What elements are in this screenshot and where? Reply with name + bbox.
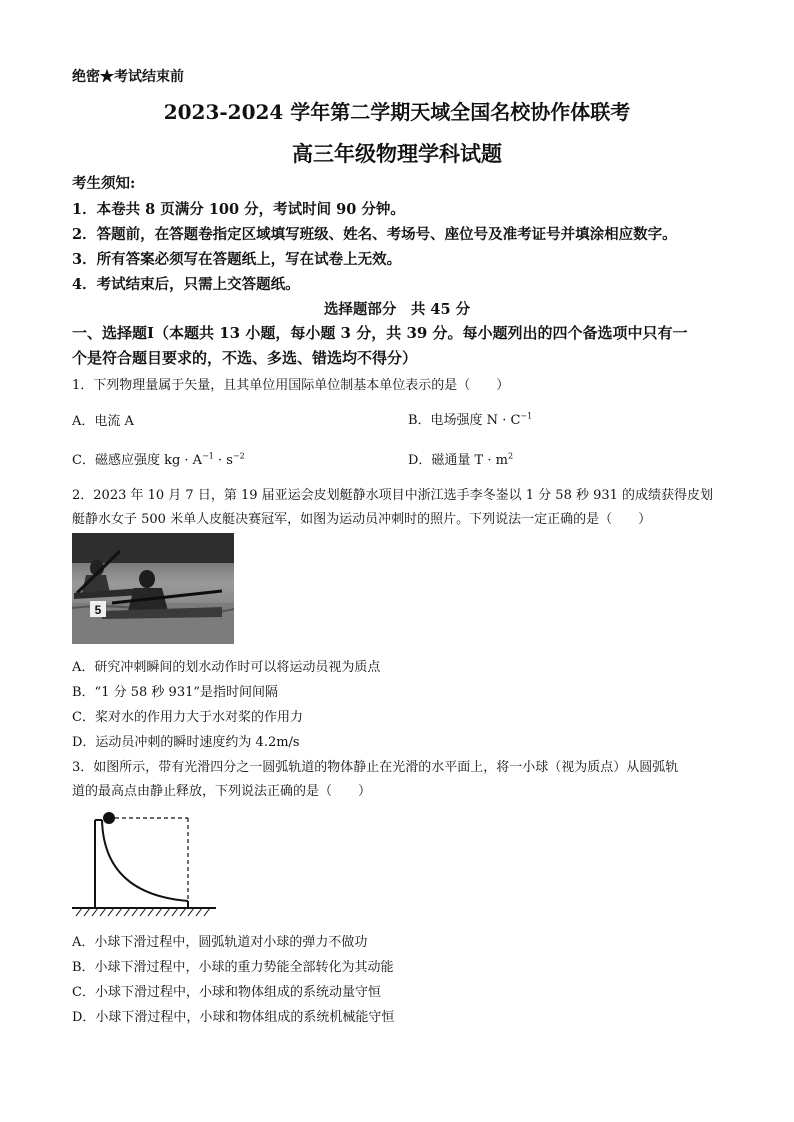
section-title: 选择题部分 共 45 分: [323, 301, 471, 318]
notice-item: 2．答题前，在答题卷指定区域填写班级、姓名、考场号、座位号及准考证号并填涂相应数字。: [72, 226, 677, 243]
notice-item: 4．考试结束后，只需上交答题纸。: [72, 276, 300, 293]
notice-heading: 考生须知:: [72, 175, 136, 192]
q1-option-a: A．电流 A: [72, 414, 134, 429]
q2-option-a: A．研究冲刺瞬间的划水动作时可以将运动员视为质点: [72, 660, 381, 675]
section-heading-line1: 一、选择题Ⅰ（本题共 13 小题，每小题 3 分，共 39 分。每小题列出的四个备选项中只有一: [72, 324, 688, 342]
q3-option-b: B．小球下滑过程中，小球的重力势能全部转化为其动能: [72, 960, 394, 975]
q2-option-d: D．运动员冲刺的瞬时速度约为 4.2m/s: [72, 735, 300, 750]
q2-option-c: C．桨对水的作用力大于水对桨的作用力: [72, 710, 303, 725]
exam-title: 2023-2024 学年第二学期天域全国名校协作体联考: [163, 100, 631, 124]
ball: [103, 812, 115, 824]
notice-item: 3．所有答案必须写在答题纸上，写在试卷上无效。: [72, 251, 402, 268]
boat-number: 5: [94, 603, 102, 617]
q2-option-b: B．“1 分 58 秒 931”是指时间间隔: [72, 685, 279, 700]
q2-stem-line2: 艇静水女子 500 米单人皮艇决赛冠军，如图为运动员冲刺时的照片。下列说法一定正确的是（ ）: [72, 512, 652, 527]
quarter-arc-track-diagram: [70, 808, 220, 918]
q3-option-d: D．小球下滑过程中，小球和物体组成的系统机械能守恒: [72, 1010, 395, 1025]
q1-stem: 1．下列物理量属于矢量，且其单位用国际单位制基本单位表示的是（ ）: [72, 378, 510, 393]
q1-option-b: B．电场强度 $N \cdot C^{-1}$: [408, 411, 533, 428]
secret-mark: 绝密★考试结束前: [72, 69, 184, 85]
q3-option-a: A．小球下滑过程中，圆弧轨道对小球的弹力不做功: [72, 935, 368, 950]
q3-stem-line2: 道的最高点由静止释放，下列说法正确的是（ ）: [72, 784, 372, 799]
q1-option-d: D．磁通量 $T \cdot m^2$: [408, 451, 514, 468]
kayak-photo: [72, 533, 234, 644]
q2-stem-line1: 2．2023 年 10 月 7 日，第 19 届亚运会皮划艇静水项目中浙江选手李冬崟以 1 分 58 秒 931 的成绩获得皮划: [72, 488, 714, 503]
q3-stem-line1: 3．如图所示，带有光滑四分之一圆弧轨道的物体静止在光滑的水平面上，将一小球（视为质点）从圆弧轨: [72, 760, 679, 775]
notice-item: 1．本卷共 8 页满分 100 分，考试时间 90 分钟。: [72, 201, 405, 218]
q3-option-c: C．小球下滑过程中，小球和物体组成的系统动量守恒: [72, 985, 381, 1000]
q1-option-c: C．磁感应强度 kg · $A^{-1} \cdot s^{-2}$: [72, 451, 245, 468]
exam-subtitle: 高三年级物理学科试题: [292, 141, 502, 166]
section-heading-line2: 个是符合题目要求的，不选、多选、错选均不得分）: [72, 349, 418, 367]
